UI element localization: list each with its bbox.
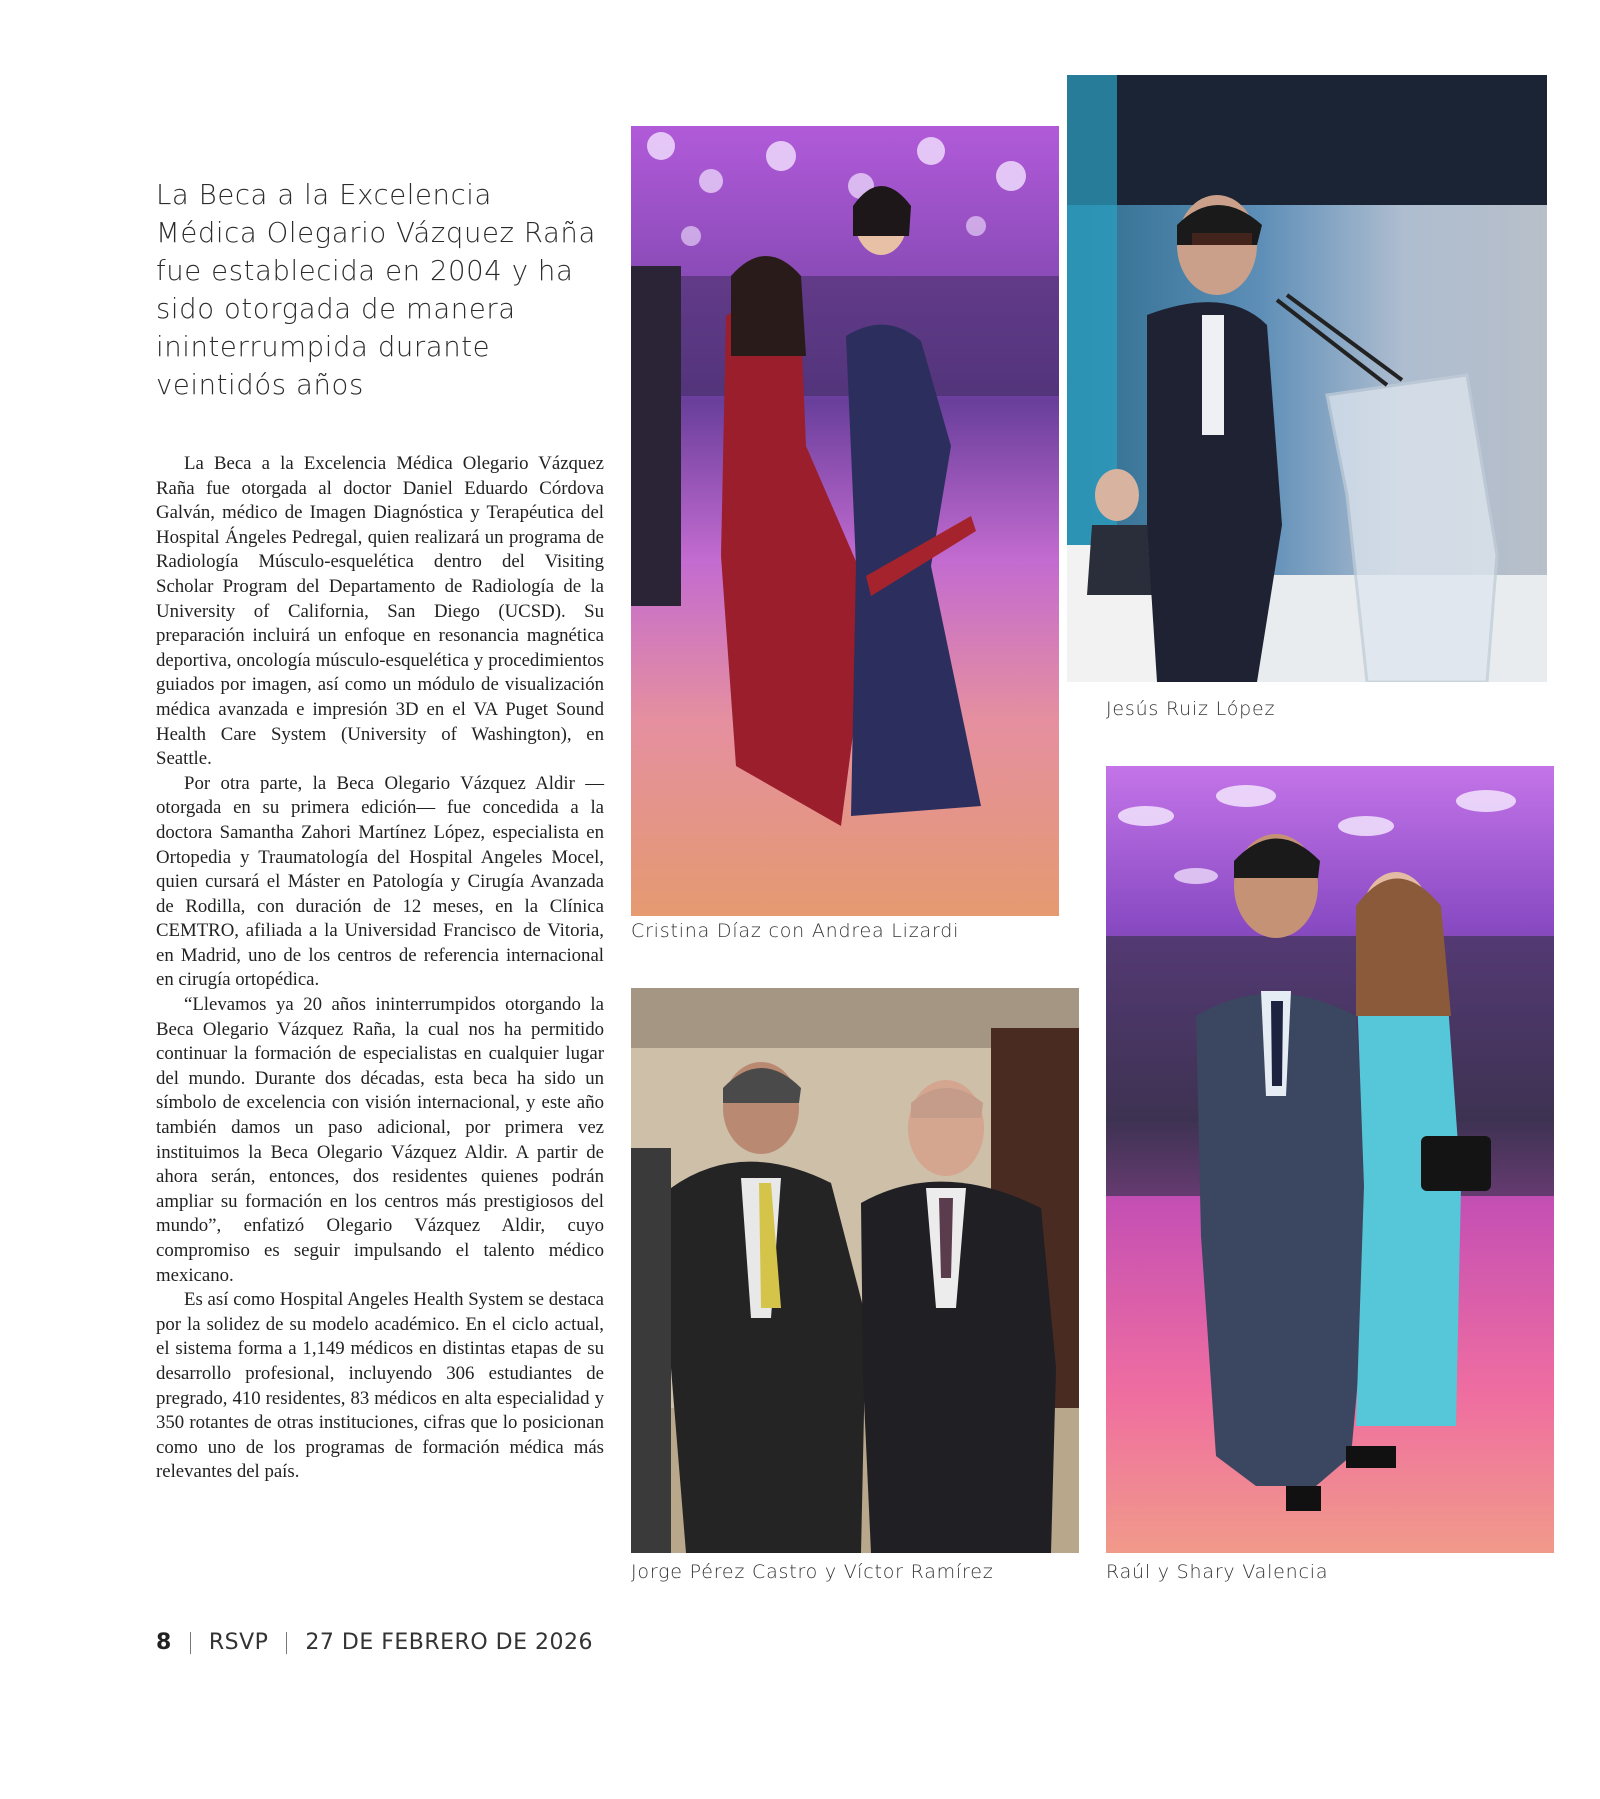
caption-photo2: Jesús Ruiz López [1106, 698, 1276, 720]
photo-jorge-victor [631, 988, 1079, 1553]
paragraph: Es así como Hospital Angeles Health System se destaca por la solidez de su modelo académico. En el ciclo actual, el sistema forma a 1,149 médicos en distintas etapas de su desarrollo profesional, incluyendo 306 estudiantes de pregrado, 410 residentes, 83 médicos en alta especialidad y 350 rotantes de otras instituciones, cifras que lo posicionan como uno de los programas de formación médica más relevantes del país. [156, 1289, 604, 1483]
caption-photo4: Raúl y Shary Valencia [1106, 1561, 1329, 1583]
footer-divider [286, 1632, 287, 1654]
page-footer [156, 1630, 593, 1655]
photo-jesus-ruiz [1067, 75, 1547, 682]
photo-cristina-andrea [631, 126, 1059, 916]
paragraph: “Llevamos ya 20 años ininterrumpidos otorgando la Beca Olegario Vázquez Raña, la cual nos ha permitido continuar la formación de especialistas en cualquier lugar del mundo. Durante dos décadas, esta beca ha sido un símbolo de excelencia con visión internacional, y este año también damos un paso adicional, por primera vez instituimos la Beca Olegario Vázquez Aldir. A partir de ahora serán, entonces, dos residentes quienes podrán ampliar su formación en los centros más prestigiosos del mundo”, enfatizó Olegario Vázquez Aldir, cuyo compromiso es seguir impulsando el talento médico mexicano. [156, 994, 604, 1286]
issue-date: 27 DE FEBRERO DE 2026 [305, 1630, 593, 1655]
pull-quote: La Beca a la Excelencia Médica Olegario Vázquez Raña fue establecida en 2004 y ha sido otorgada de manera ininterrumpida durante veintidós años [156, 179, 596, 401]
page-number: 8 [156, 1630, 172, 1655]
photo-raul-shary [1106, 766, 1554, 1553]
caption-photo3: Jorge Pérez Castro y Víctor Ramírez [631, 1561, 994, 1583]
footer-divider [190, 1632, 191, 1654]
paragraph: Por otra parte, la Beca Olegario Vázquez Aldir —otorgada en su primera edición— fue concedida a la doctora Samantha Zahori Martínez López, especialista en Ortopedia y Traumatología del Hospital Angeles Mocel, quien cursará el Máster en Patología y Cirugía Avanzada de Rodilla, con duración de 12 meses, en la Clínica CEMTRO, afiliada a la Universidad Francisco de Vitoria, en Madrid, uno de los centros de referencia internacional en cirugía ortopédica. [156, 772, 604, 991]
article-body [156, 452, 604, 1485]
paragraph: La Beca a la Excelencia Médica Olegario Vázquez Raña fue otorgada al doctor Daniel Eduardo Córdova Galván, médico de Imagen Diagnóstica y Terapéutica del Hospital Ángeles Pedregal, quien realizará un programa de Radiología Músculo-esquelética dentro del Visiting Scholar Program del Departamento de Radiología de la University of California, San Diego (UCSD). Su preparación incluirá un enfoque en resonancia magnética deportiva, oncología músculo-esquelética y procedimientos guiados por imagen, así como un módulo de visualización médica avanzada e impresión 3D en el VA Puget Sound Health Care System (University of Washington), en Seattle. [156, 453, 604, 770]
publication-name: RSVP [208, 1630, 269, 1655]
caption-photo1: Cristina Díaz con Andrea Lizardi [631, 920, 960, 942]
